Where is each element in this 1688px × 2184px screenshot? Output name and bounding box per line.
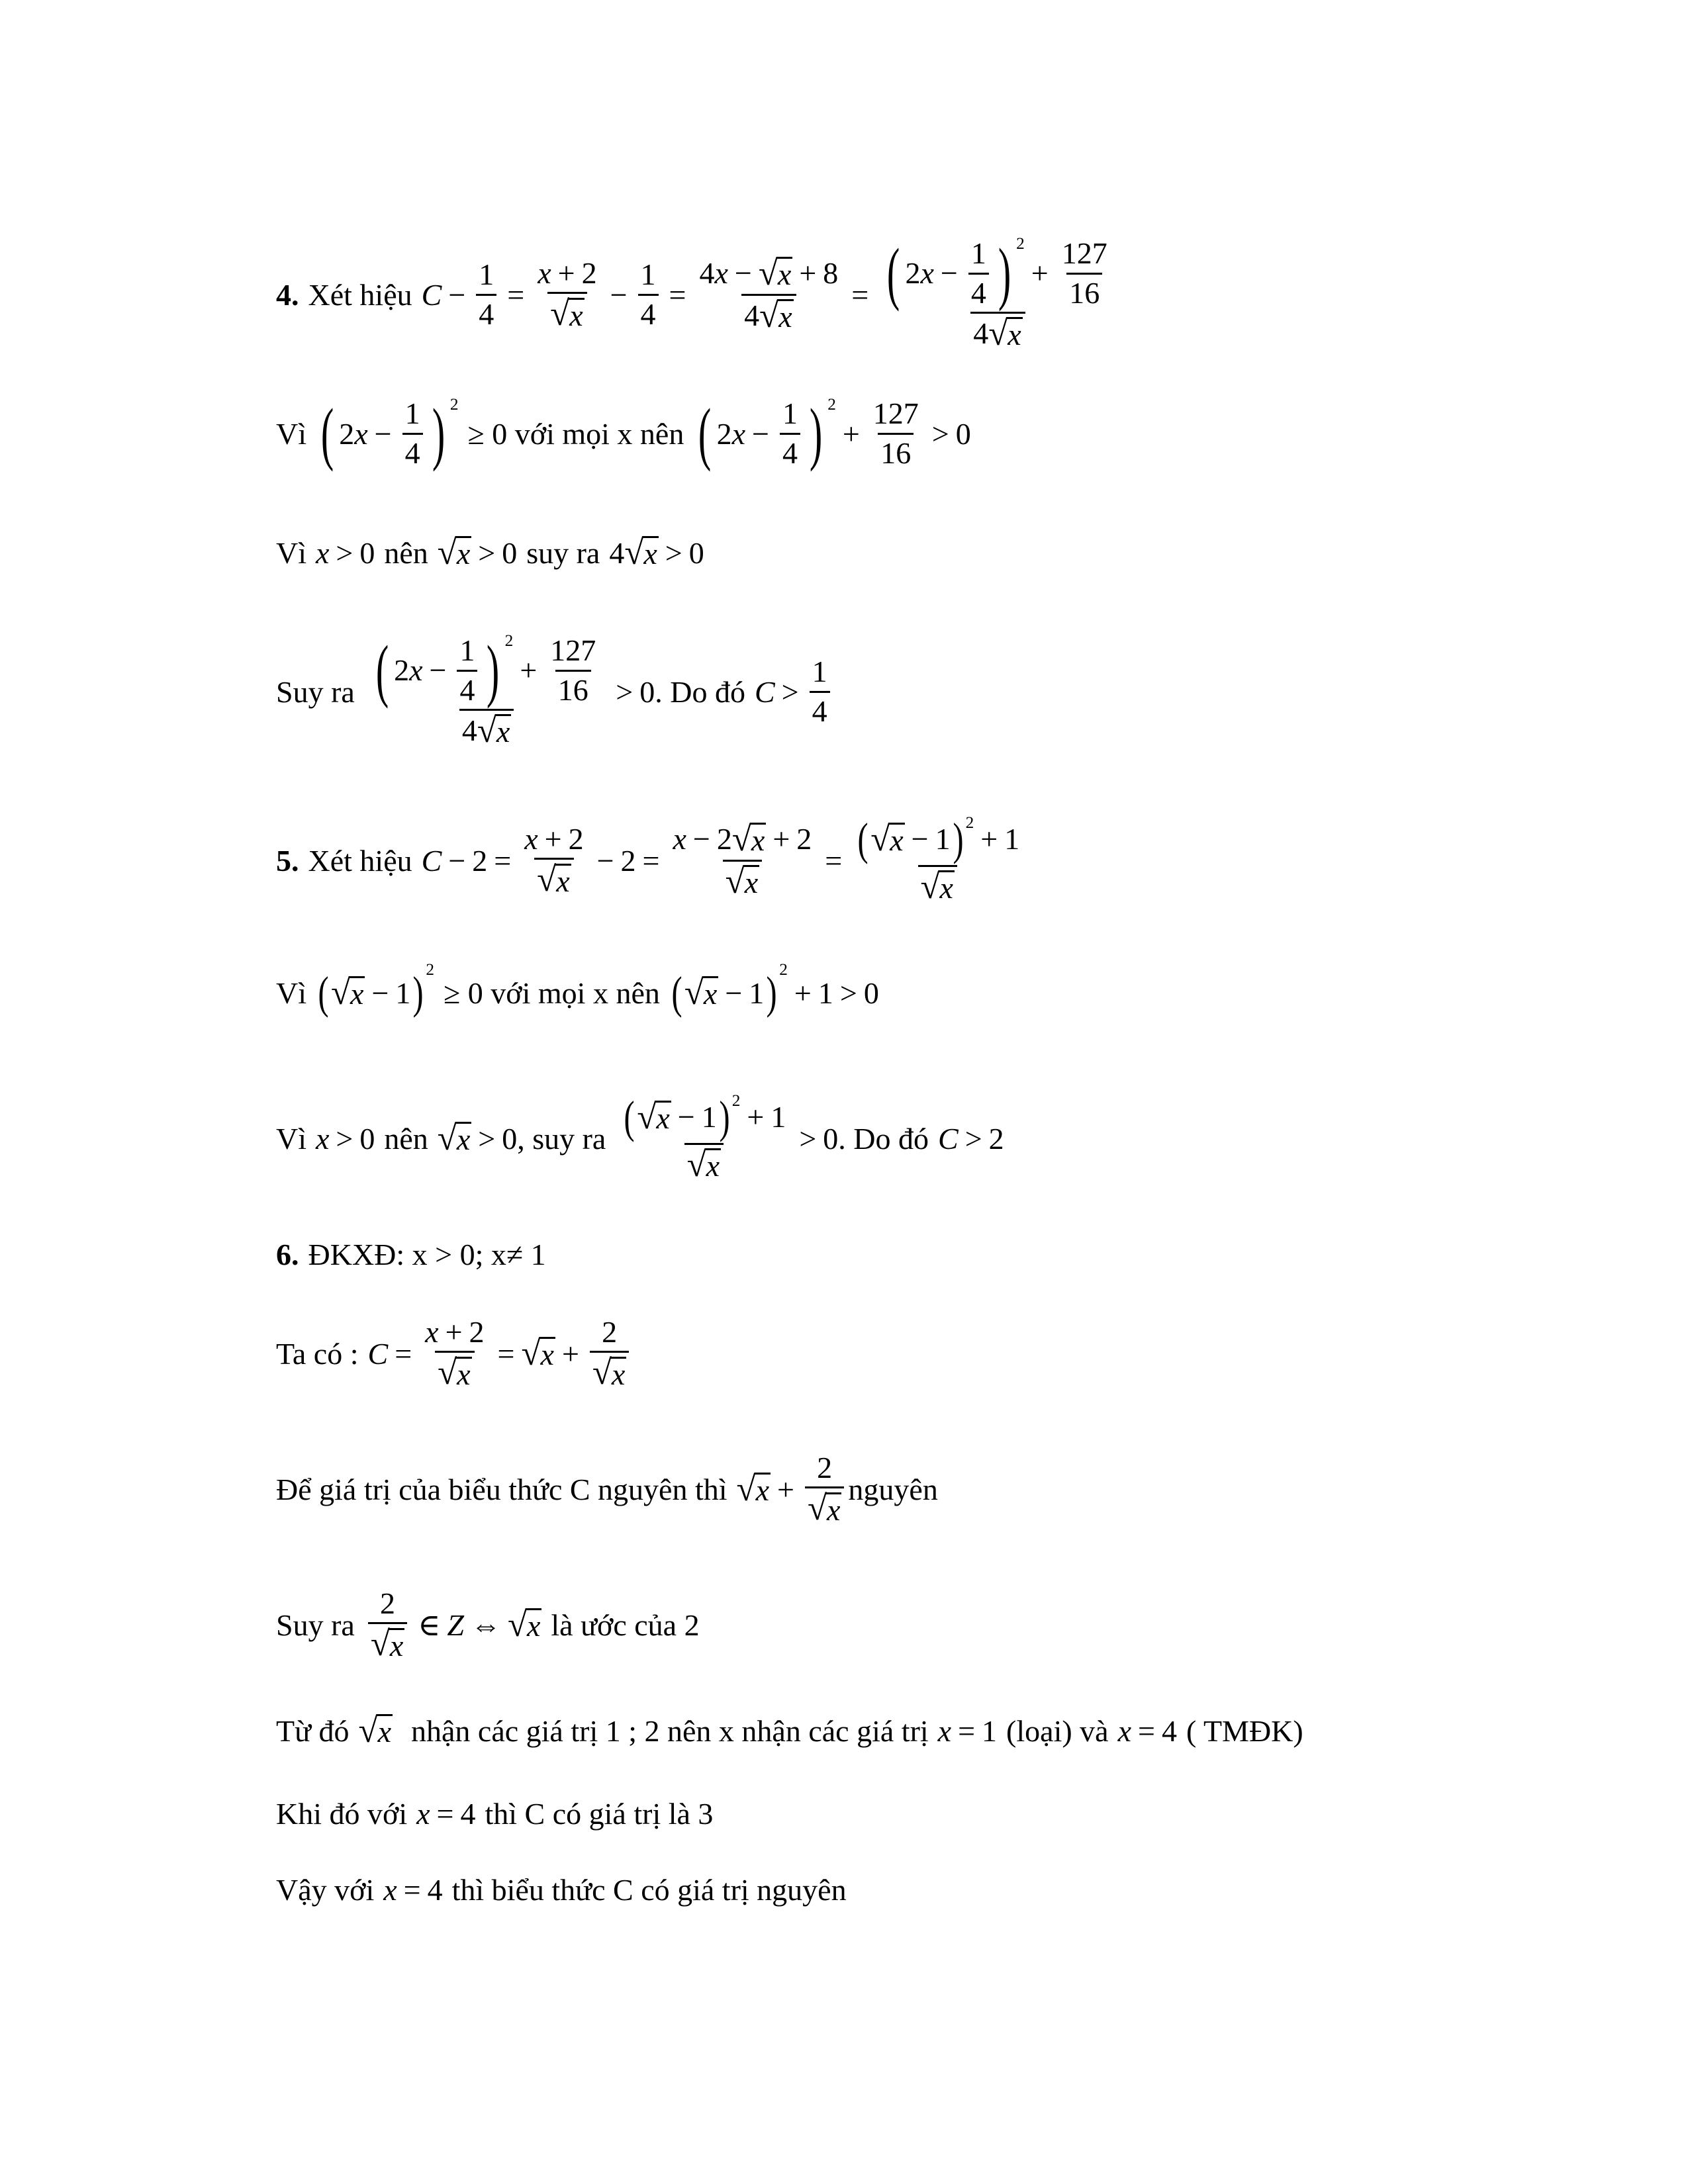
section4-line4-mid: . Do đó [655,674,745,709]
frac-square-127-16: ( 2 x − $\frac{1}{4}$ ) 2 + $\frac{127}{16}$ 4 √ x [887,234,1107,353]
section6-condition: ĐKXĐ: x > 0; x≠ 1 [308,1237,546,1271]
section6-line1 [276,1228,546,1281]
section6-la-uoc: là ước của 2 [551,1608,700,1642]
frac-conclusion-4: ( 2 x − $\frac{1}{4}$ ) 2 + $\frac{127}{16}$ 4 √ x [375,631,596,750]
section5-line3-mid3: . Do đó [838,1121,929,1156]
section4-line4: Suy ra ( 2 x − $\frac{1}{4}$ ) 2 + $\frac{127}{16}$ 4 √ x > 0 . Do đó C > $\frac{1}{4}$ [276,625,834,758]
section6-number: 6. [276,1237,299,1271]
frac-x2-sqrtx: x + 2 √ x [538,255,597,334]
section6-vay-voi-label: Vậy với [276,1872,375,1907]
section5-line3-prefix: Vì [276,1121,306,1156]
section5-line3-mid2: , suy ra [517,1121,606,1156]
section6-thi-bieu-thuc: thì biểu thức C có giá trị nguyên [451,1872,847,1907]
section4-line2-prefix: Vì [276,416,306,451]
section4-intro: Xét hiệu [308,277,412,312]
section6-vay-voi: Vậy với x = 4 thì biểu thức C có giá trị nguyên [276,1872,847,1907]
section6-de-gia-tri: Để giá trị của biểu thức C nguyên thì √ x + 2 √ x nguyên [276,1450,938,1528]
section4-line2-mid: ≥ 0 với mọi x nên [467,416,684,451]
section5-line2-prefix: Vì [276,976,306,1010]
section5-number: 5. [276,843,299,878]
section4-line3: Vì x > 0 nên √ x > 0 suy ra 4 √ x > 0 [276,533,704,572]
section4-line1: 4. Xét hiệu C − $\frac{1}{4}$ = x + 2 √ x − $\frac{1}{4}$ = 4 x − √ x + 8 4 √ x = ( 2 x − $\frac{1}{4}$ ) 2 + $\frac{127}{16}$ 4 √ x [276,251,1121,338]
section6-tmdk: ( TMĐK) [1186,1713,1303,1748]
section5-line3-mid1: nên [384,1121,428,1156]
section6-taco-label: Ta có : [276,1336,359,1371]
section4-line3-prefix: Vì [276,535,306,570]
section4-line4-prefix: Suy ra [276,674,355,709]
section5-line2-mid: ≥ 0 với mọi x nên [444,976,660,1010]
section6-suy-ra-label: Suy ra [276,1608,355,1642]
section5-intro: Xét hiệu [308,843,412,878]
section6-loai-va: (loại) và [1006,1713,1109,1748]
section6-tu-do: Từ đó √ x nhận các giá trị 1 ; 2 nên x nhận các giá trị x = 1 (loại) và x = 4 ( TMĐK) [276,1711,1303,1750]
section6-khi-do: Khi đó với x = 4 thì C có giá trị là 3 [276,1796,714,1831]
section6-thi-c-co: thì C có giá trị là 3 [485,1796,714,1831]
section4-number: 4. [276,277,299,312]
section4-line3-mid1: nên [384,535,428,570]
expr-square-plus-127-16: ( 2 x − $\frac{1}{4}$ ) 2 + $\frac{127}{16}$ > 0 [698,394,971,473]
frac-1-4: $\frac{1}{4}$ [476,259,496,330]
section4-line3-mid2: suy ra [526,535,600,570]
expr-square-2x-quarter: ( 2 x − $\frac{1}{4}$ ) 2 [320,394,459,473]
section5-line3: Vì x > 0 nên √ x > 0 , suy ra ( √ x − 1 ) 2 + 1 √ x > 0 . Do đó C > 2 [276,1091,1004,1184]
frac-1-4-b: $\frac{1}{4}$ [638,259,659,330]
section6-suy-ra: Suy ra 2 √ x ∈ Z ⇔ √ x là ước của 2 [276,1586,700,1664]
section6-nhan-cac: nhận các giá trị 1 ; 2 nên x nhận các giá trị [410,1713,929,1748]
section6-taco: Ta có : C = x + 2 √ x = √ x + 2 √ x [276,1307,633,1400]
section6-khi-do-label: Khi đó với [276,1796,408,1831]
section5-line1: 5. Xét hiệu C − 2 = x + 2 √ x − 2 = x − 2 √ x + 2 √ x = ( √ x − 1 ) 2 + 1 √ x [276,813,1020,906]
section6-nguyen: nguyên [848,1472,938,1506]
frac-4x-sqrtx-8: 4 x − √ x + 8 4 √ x [699,253,839,335]
section5-line2: Vì ( √ x − 1 ) 2 ≥ 0 với mọi x nên ( √ x − 1 ) 2 + 1 > 0 [276,960,879,1018]
section6-de-gia-tri-text: Để giá trị của biểu thức C nguyên thì [276,1472,727,1506]
section4-line2 [276,394,971,473]
formula-c-minus-quarter: C [421,277,442,312]
section6-tu-do-label: Từ đó [276,1713,350,1748]
